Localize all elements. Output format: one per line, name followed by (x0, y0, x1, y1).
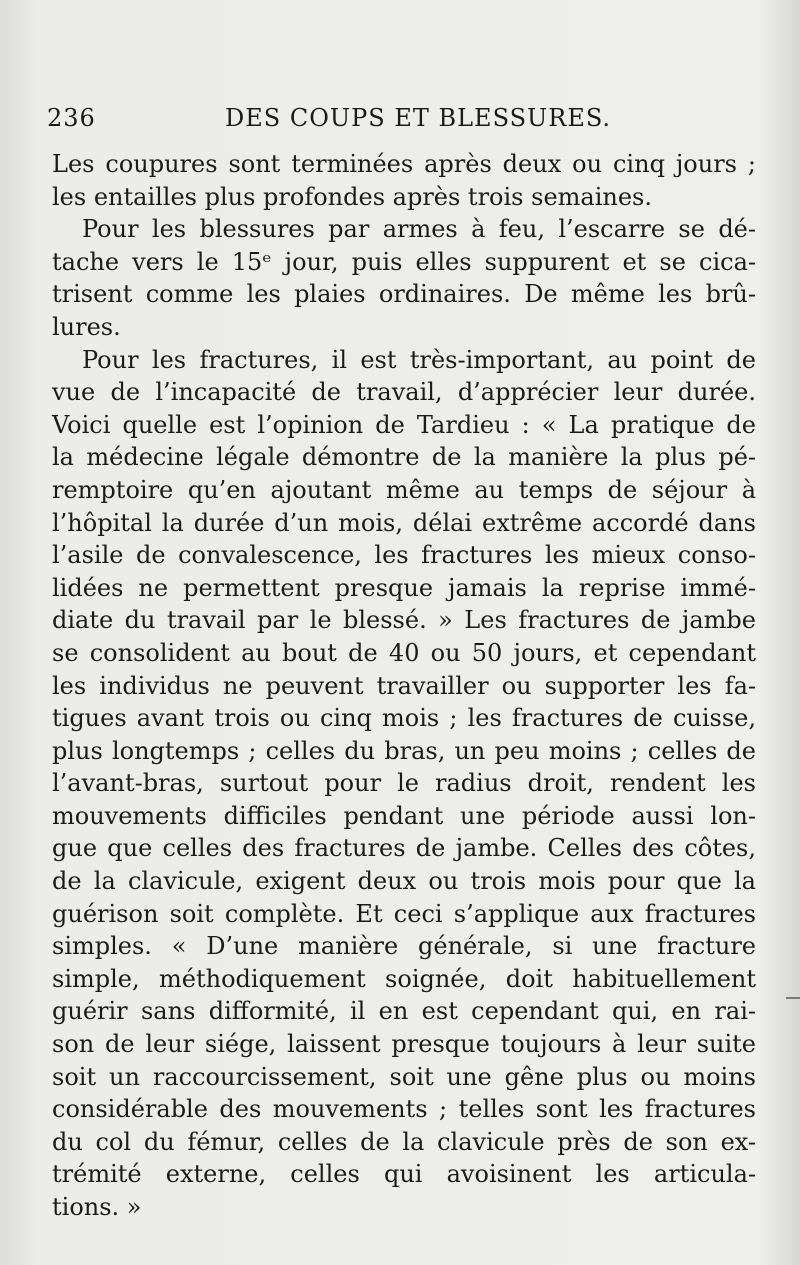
text-line: tions. » (52, 1193, 142, 1221)
body-text (52, 148, 756, 1224)
text-line: Voici quelle est l’opinion de Tardieu : « La pratique de (52, 410, 756, 439)
text-line: de la clavicule, exigent deux ou trois mois pour que la (52, 867, 756, 896)
text-line: tache vers le 15ᵉ jour, puis elles suppurent et se cica- (52, 247, 756, 276)
text-line: son de leur siége, laissent presque toujours à leur suite (52, 1030, 756, 1059)
text-line: les entailles plus profondes après trois semaines. (52, 182, 652, 211)
text-line: l’hôpital la durée d’un mois, délai extrême accordé dans (52, 508, 756, 537)
text-line: gue que celles des fractures de jambe. Celles des côtes, (52, 834, 756, 863)
text-line: considérable des mouvements ; telles sont les fractures (52, 1095, 756, 1124)
text-line: l’avant-bras, surtout pour le radius droit, rendent les (52, 769, 756, 798)
text-line: Pour les fractures, il est très-important, au point de (82, 345, 756, 374)
text-line: plus longtemps ; celles du bras, un peu moins ; celles de (52, 736, 756, 765)
page-number: 236 (47, 104, 96, 132)
text-line: les individus ne peuvent travailler ou supporter les fa- (52, 671, 756, 700)
text-line: remptoire qu’en ajoutant même au temps de séjour à (52, 475, 756, 504)
text-line: Pour les blessures par armes à feu, l’escarre se dé- (82, 215, 756, 244)
text-line: lidées ne permettent presque jamais la reprise immé- (52, 573, 756, 602)
text-line: soit un raccourcissement, soit une gêne plus ou moins (52, 1062, 756, 1091)
text-line: tigues avant trois ou cinq mois ; les fractures de cuisse, (52, 704, 756, 733)
text-line: vue de l’incapacité de travail, d’apprécier leur durée. (52, 378, 756, 407)
text-line: lures. (52, 312, 121, 341)
text-line: mouvements difficiles pendant une période aussi lon- (52, 801, 756, 830)
text-line: simple, méthodiquement soignée, doit habituellement (52, 964, 756, 993)
text-line: guérir sans difformité, il en est cependant qui, en rai- (52, 997, 756, 1026)
text-line: se consolident au bout de 40 ou 50 jours, et cependant (52, 638, 756, 667)
text-line: diate du travail par le blessé. » Les fractures de jambe (52, 606, 756, 635)
text-line: Les coupures sont terminées après deux ou cinq jours ; (52, 150, 756, 178)
text-line: du col du fémur, celles de la clavicule près de son ex- (52, 1127, 756, 1156)
text-line: trémité externe, celles qui avoisinent les articula- (52, 1160, 756, 1189)
text-line: guérison soit complète. Et ceci s’applique aux fractures (52, 899, 756, 928)
text-line: l’asile de convalescence, les fractures les mieux conso- (52, 541, 756, 570)
text-line: simples. « D’une manière générale, si une fracture (52, 932, 756, 961)
text-line: la médecine légale démontre de la manière la plus pé- (52, 443, 756, 472)
margin-mark (786, 997, 800, 999)
running-title: DES COUPS ET BLESSURES. (225, 104, 612, 132)
text-line: trisent comme les plaies ordinaires. De même les brû- (52, 280, 756, 309)
